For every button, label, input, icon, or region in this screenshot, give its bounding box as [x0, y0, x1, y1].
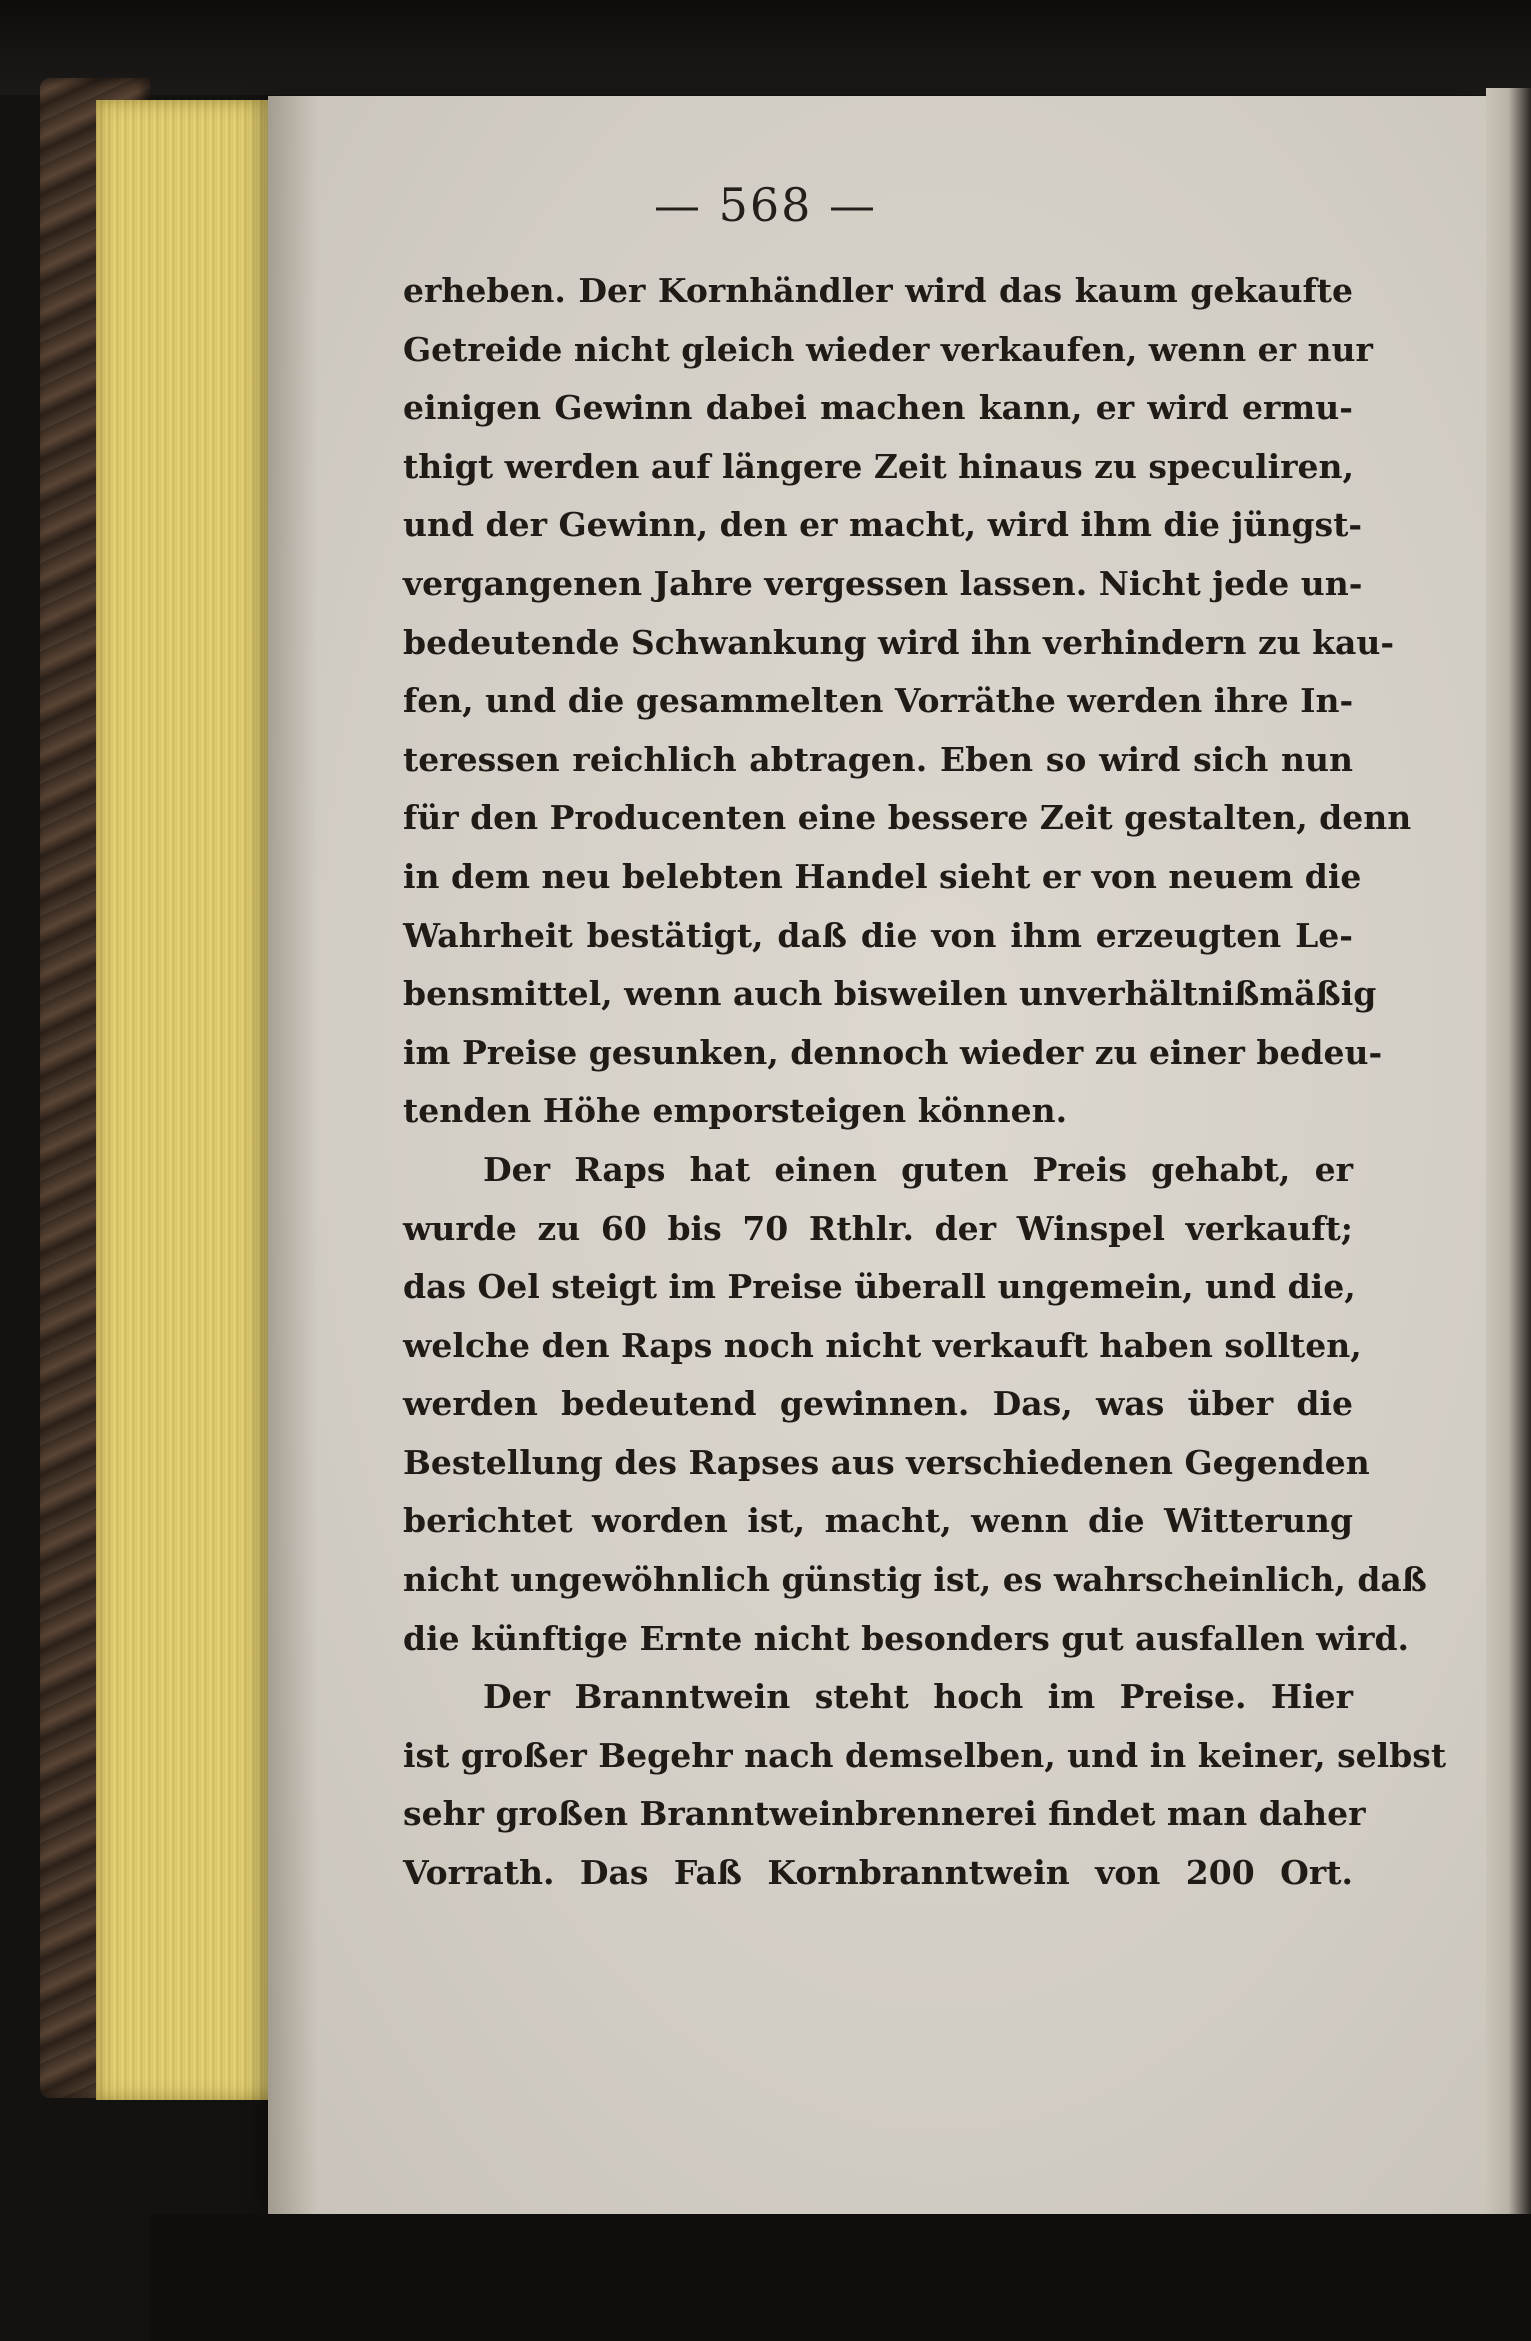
text-line: Vorrath. Das Faß Kornbranntwein von 200 Ort.	[403, 1853, 1353, 1893]
page-gutter-shadow	[268, 96, 318, 2214]
page-edges	[96, 100, 286, 2100]
text-line: ist großer Begehr nach demselben, und in keiner, selbst	[403, 1735, 1447, 1775]
text-line: teressen reichlich abtragen. Eben so wird sich nun	[403, 739, 1353, 779]
text-line: bensmittel, wenn auch bisweilen unverhältnißmäßig	[403, 974, 1377, 1014]
text-line: Wahrheit bestätigt, daß die von ihm erzeugten Le-	[403, 915, 1353, 955]
text-line: in dem neu belebten Handel sieht er von neuem die	[403, 856, 1362, 896]
text-line: welche den Raps noch nicht verkauft haben sollten,	[403, 1325, 1362, 1365]
text-line: Bestellung des Rapses aus verschiedenen Gegenden	[403, 1442, 1370, 1482]
text-line: wurde zu 60 bis 70 Rthlr. der Winspel verkauft;	[403, 1208, 1353, 1248]
text-line: tenden Höhe emporsteigen können.	[403, 1091, 1068, 1131]
text-line: werden bedeutend gewinnen. Das, was über die	[403, 1384, 1353, 1424]
text-line: für den Producenten eine bessere Zeit gestalten, denn	[403, 798, 1412, 838]
text-line: die künftige Ernte nicht besonders gut ausfallen wird.	[403, 1618, 1410, 1658]
text-line: Der Raps hat einen guten Preis gehabt, er	[483, 1149, 1353, 1189]
text-line: nicht ungewöhnlich günstig ist, es wahrscheinlich, daß	[403, 1560, 1427, 1600]
background-bottom	[150, 2214, 1531, 2341]
text-line: sehr großen Branntweinbrennerei findet man daher	[403, 1794, 1366, 1834]
text-line: einigen Gewinn dabei machen kann, er wird ermu-	[403, 388, 1353, 428]
text-line: bedeutende Schwankung wird ihn verhindern zu kau-	[403, 622, 1395, 662]
background-top	[0, 0, 1531, 95]
next-page-edge	[1486, 88, 1531, 2218]
text-line: im Preise gesunken, dennoch wieder zu einer bedeu-	[403, 1032, 1383, 1072]
text-line: erheben. Der Kornhändler wird das kaum gekaufte	[403, 271, 1353, 310]
page-text	[403, 262, 1447, 1903]
text-line: thigt werden auf längere Zeit hinaus zu speculiren,	[403, 446, 1355, 486]
text-line: berichtet worden ist, macht, wenn die Witterung	[403, 1501, 1353, 1541]
text-line: und der Gewinn, den er macht, wird ihm die jüngst-	[403, 505, 1363, 545]
text-line: fen, und die gesammelten Vorräthe werden ihre In-	[403, 681, 1354, 721]
text-line: Getreide nicht gleich wieder verkaufen, wenn er nur	[403, 329, 1373, 369]
text-line: vergangenen Jahre vergessen lassen. Nicht jede un-	[403, 563, 1363, 603]
text-line: das Oel steigt im Preise überall ungemein, und die,	[403, 1267, 1356, 1307]
page-number: — 568 —	[653, 178, 878, 232]
text-line: Der Branntwein steht hoch im Preise. Hier	[483, 1677, 1353, 1717]
